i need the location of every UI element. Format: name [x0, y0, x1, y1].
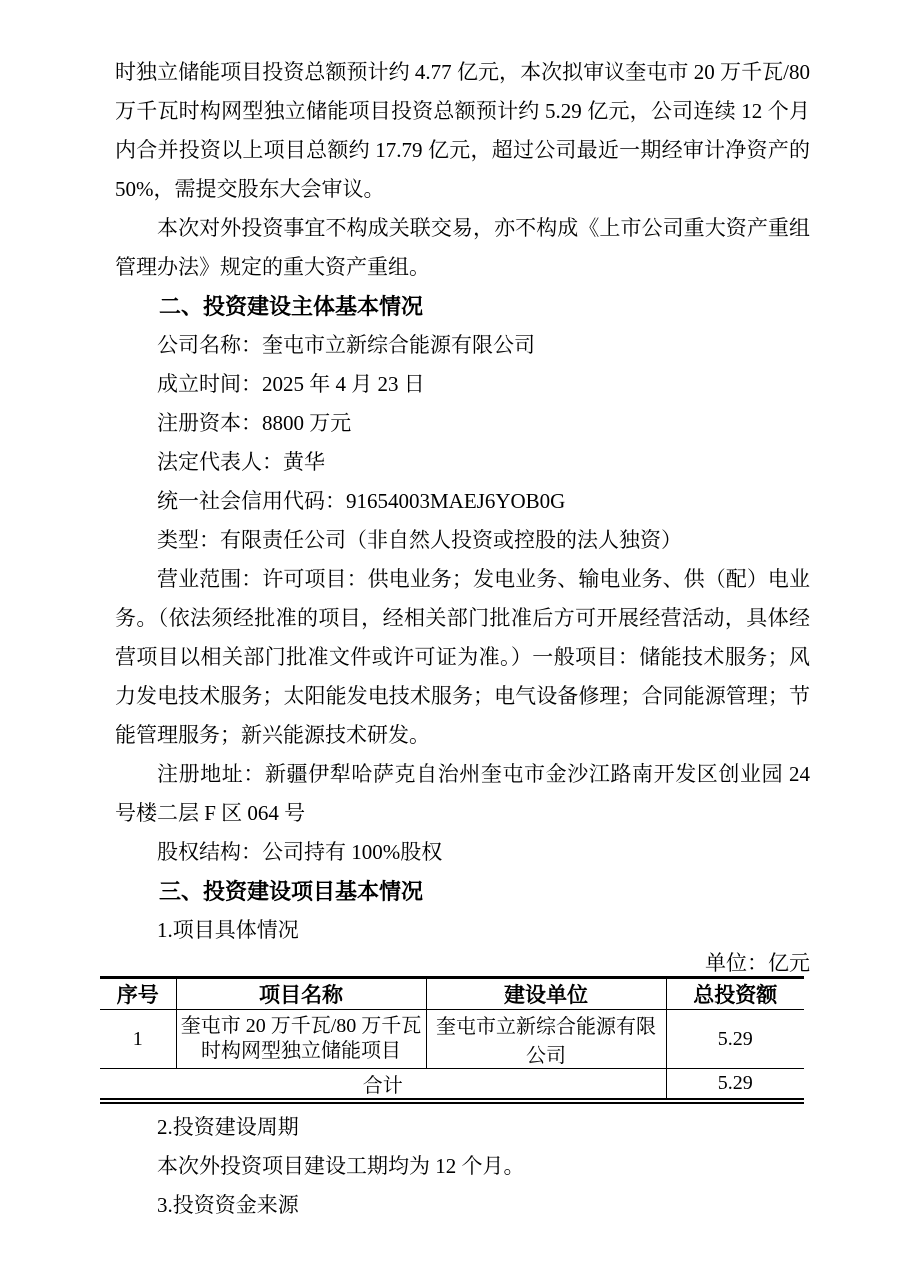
paragraph-no-restructure: 本次对外投资事宜不构成关联交易，亦不构成《上市公司重大资产重组管理办法》规定的重大资产重组。	[115, 216, 810, 279]
list-item-project-detail: 1.项目具体情况	[157, 918, 299, 942]
project-table	[100, 976, 804, 1104]
section-heading-investment-entity: 二、投资建设主体基本情况	[159, 294, 424, 319]
field-equity-structure: 股权结构：公司持有 100%股权	[157, 840, 443, 864]
field-establish-date: 成立时间：2025 年 4 月 23 日	[157, 372, 425, 396]
table-header-project-name: 项目名称	[176, 978, 426, 1010]
paragraph-construction-period: 本次外投资项目建设工期均为 12 个月。	[157, 1154, 525, 1178]
list-item-fund-source: 3.投资资金来源	[157, 1193, 299, 1217]
section-heading-project-info: 三、投资建设项目基本情况	[159, 879, 424, 904]
table-header-builder: 建设单位	[426, 978, 666, 1010]
table-header-total-investment: 总投资额	[666, 978, 804, 1010]
table-row	[100, 1010, 804, 1069]
cell-total-amount: 5.29	[666, 1069, 804, 1102]
field-company-type: 类型：有限责任公司（非自然人投资或控股的法人独资）	[157, 528, 682, 552]
field-company-name: 公司名称：奎屯市立新综合能源有限公司	[157, 333, 535, 357]
list-item-construction-period: 2.投资建设周期	[157, 1115, 299, 1139]
cell-total-label: 合计	[362, 1075, 403, 1097]
cell-seq: 1	[100, 1010, 176, 1069]
table-header-row	[100, 978, 804, 1010]
paragraph-investment-summary: 时独立储能项目投资总额预计约 4.77 亿元，本次拟审议奎屯市 20 万千瓦/80 万千瓦时构网型独立储能项目投资总额预计约 5.29 亿元，公司连续 12 个月内合并投资以上项目总额约 17.79 亿元，超过公司最近一期经审计净资产的 50%，需提交股东大会审议。	[115, 60, 810, 201]
table-header-seq: 序号	[100, 978, 176, 1010]
field-business-scope: 营业范围：许可项目：供电业务；发电业务、输电业务、供（配）电业务。（依法须经批准的项目，经相关部门批准后方可开展经营活动，具体经营项目以相关部门批准文件或许可证为准。）一般项目：储能技术服务；风力发电技术服务；太阳能发电技术服务；电气设备修理；合同能源管理；节能管理服务；新兴能源技术研发。	[115, 567, 810, 747]
cell-total-investment: 5.29	[666, 1010, 804, 1069]
cell-builder: 奎屯市立新综合能源有限公司	[426, 1010, 666, 1069]
field-legal-representative: 法定代表人：黄华	[157, 450, 325, 474]
table-unit-note: 单位：亿元	[705, 951, 810, 975]
cell-project-name: 奎屯市 20 万千瓦/80 万千瓦时构网型独立储能项目	[176, 1010, 426, 1069]
field-registered-capital: 注册资本：8800 万元	[157, 411, 352, 435]
field-credit-code: 统一社会信用代码：91654003MAEJ6YOB0G	[157, 489, 566, 513]
table-total-row	[100, 1069, 804, 1102]
field-registered-address: 注册地址：新疆伊犁哈萨克自治州奎屯市金沙江路南开发区创业园 24 号楼二层 F 区 064 号	[115, 762, 810, 825]
